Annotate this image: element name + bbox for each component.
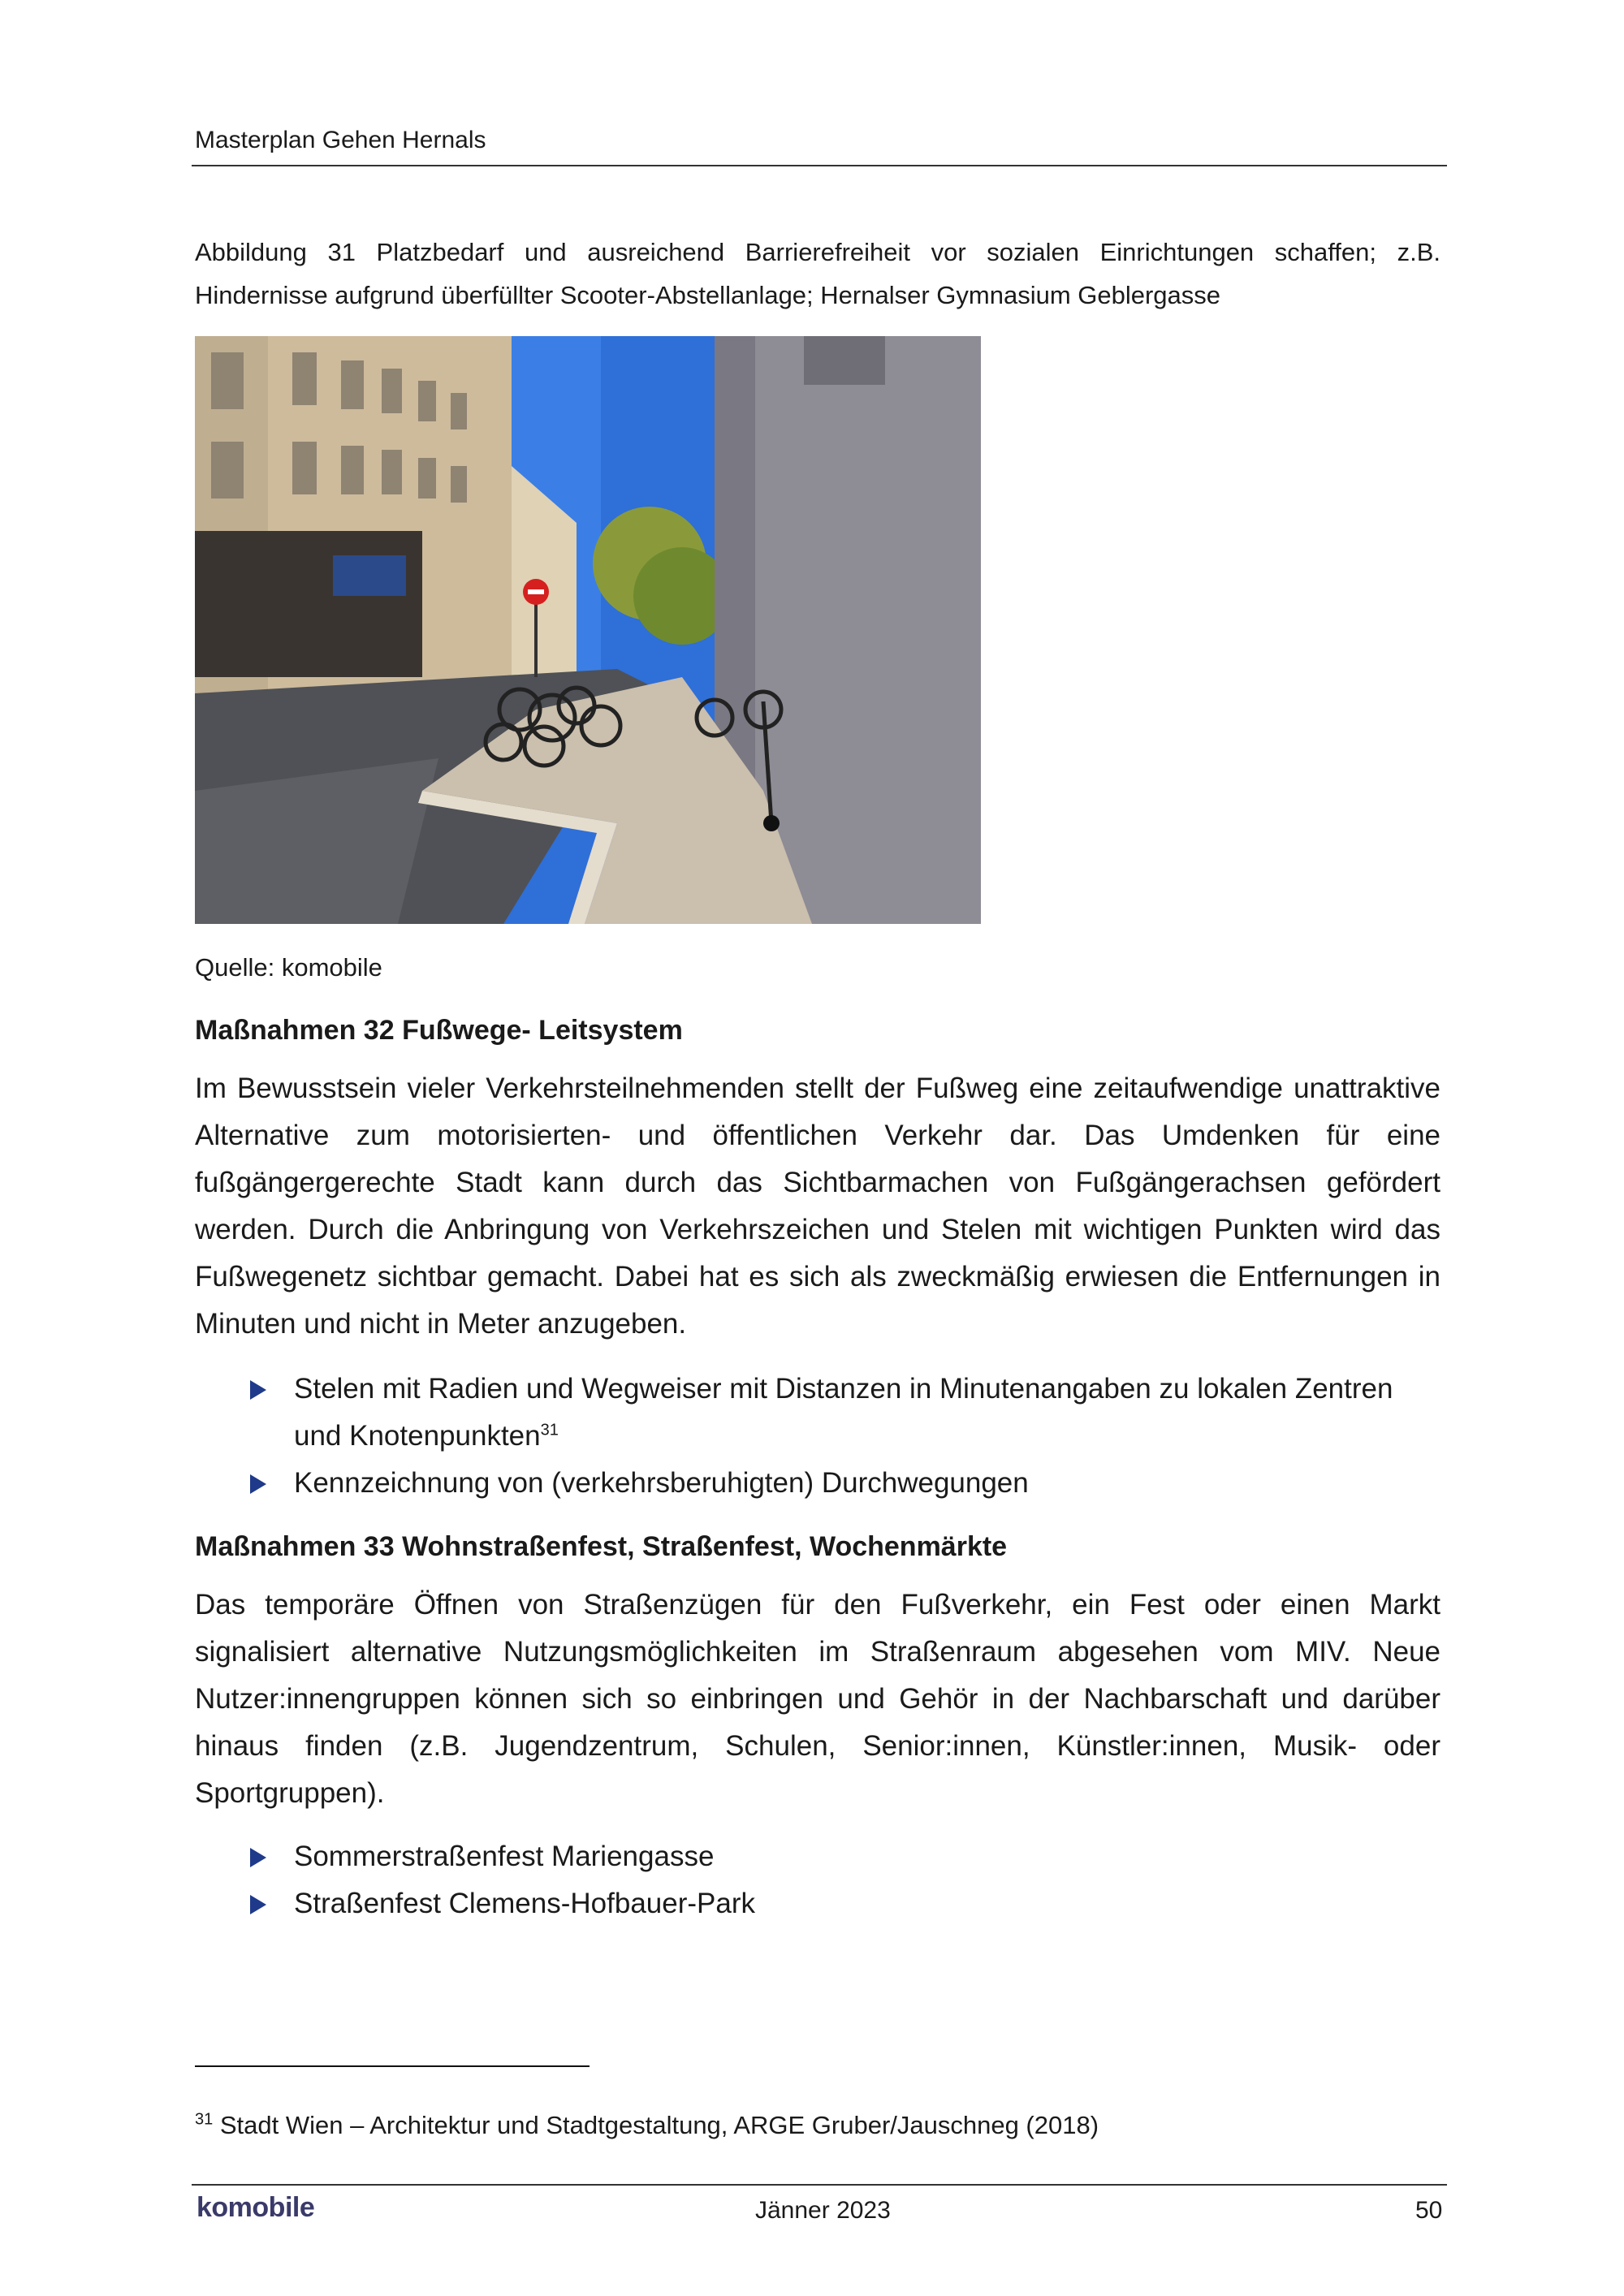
triangle-bullet-icon — [250, 1895, 266, 1914]
footnote-reference[interactable]: 31 — [540, 1421, 559, 1439]
list-item-text: Stelen mit Radien und Wegweiser mit Distanzen in Minutenangaben zu lokalen Zentren und Knotenpunkten — [294, 1373, 1393, 1452]
figure-source: Quelle: komobile — [195, 953, 382, 982]
list-item — [248, 1880, 1440, 1927]
footer-rule — [192, 2184, 1447, 2186]
list-item-text: Kennzeichnung von (verkehrsberuhigten) Durchwegungen — [294, 1467, 1029, 1499]
header-rule — [192, 165, 1447, 166]
triangle-bullet-icon — [250, 1474, 266, 1494]
footnote-number: 31 — [195, 2110, 214, 2129]
list-item — [248, 1460, 1440, 1507]
footnote-rule — [195, 2065, 590, 2067]
list-item-text: Straßenfest Clemens-Hofbauer-Park — [294, 1888, 755, 1919]
figure-caption: Abbildung 31 Platzbedarf und ausreichend Barrierefreiheit vor sozialen Einrichtungen schaffen; z.B. Hindernisse aufgrund überfüllter Scooter-Abstellanlage; Hernalser Gymnasium Geblergasse — [195, 238, 1440, 309]
list-item-text: Sommerstraßenfest Mariengasse — [294, 1841, 715, 1872]
section-33-heading: Maßnahmen 33 Wohnstraßenfest, Straßenfest, Wochenmärkte — [195, 1531, 1008, 1562]
section-33-bullets — [248, 1833, 1440, 1927]
page-number: 50 — [1415, 2197, 1443, 2224]
triangle-bullet-icon — [250, 1380, 266, 1400]
footnote-text: Stadt Wien – Architektur und Stadtgestaltung, ARGE Gruber/Jauschneg (2018) — [219, 2111, 1099, 2139]
footer-date: Jänner 2023 — [755, 2197, 891, 2224]
header-title: Masterplan Gehen Hernals — [195, 127, 486, 153]
footnote — [195, 2111, 1099, 2140]
section-33-paragraph: Das temporäre Öffnen von Straßenzügen für den Fußverkehr, ein Fest oder einen Markt signalisiert alternative Nutzungsmöglichkeiten im Straßenraum abgesehen vom MIV. Neue Nutzer:innengruppen können sich so einbringen und Gehör in der Nachbarschaft und darüber hinaus finden (z.B. Jugendzentrum, Schulen, Senior:innen, Künstler:innen, Musik- oder Sportgruppen). — [195, 1589, 1440, 1809]
triangle-bullet-icon — [250, 1848, 266, 1867]
section-32-bullets — [248, 1366, 1440, 1507]
street-photo — [195, 336, 981, 924]
list-item — [248, 1366, 1440, 1460]
section-32-paragraph: Im Bewusstsein vieler Verkehrsteilnehmenden stellt der Fußweg eine zeitaufwendige unattraktive Alternative zum motorisierten- und öffentlichen Verkehr dar. Das Umdenken für eine fußgängergerechte Stadt kann durch das Sichtbarmachen von Fußgängerachsen gefördert werden. Durch die Anbringung von Verkehrszeichen und Stelen mit wichtigen Punkten wird das Fußwegenetz sichtbar gemacht. Dabei hat es sich als zweckmäßig erwiesen die Entfernungen in Minuten und nicht in Meter anzugeben. — [195, 1072, 1440, 1340]
section-32-heading: Maßnahmen 32 Fußwege- Leitsystem — [195, 1015, 683, 1046]
list-item — [248, 1833, 1440, 1880]
komobile-logo: komobile — [197, 2192, 315, 2223]
